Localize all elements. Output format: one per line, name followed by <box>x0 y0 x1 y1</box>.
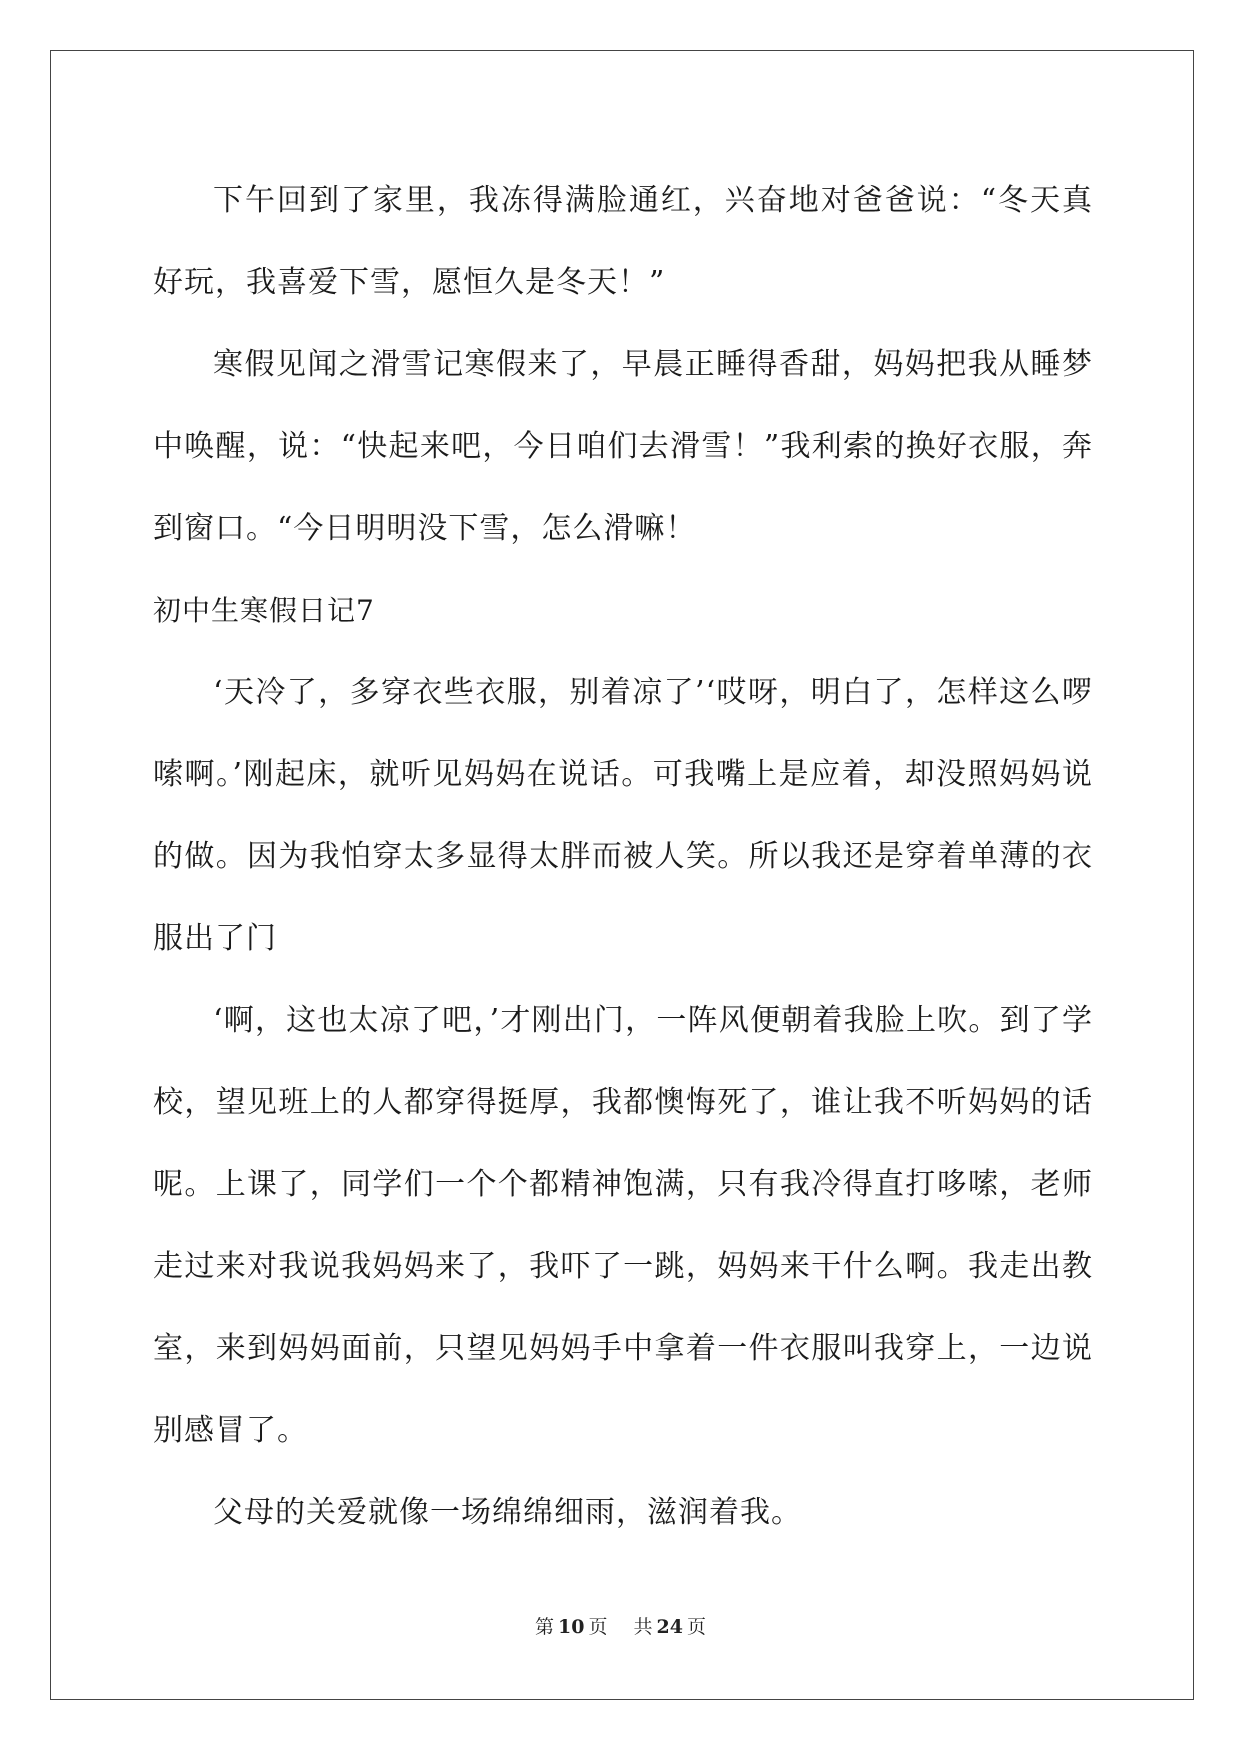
footer-total-suffix: 页 <box>686 1616 706 1638</box>
section-heading: 初中生寒假日记7 <box>153 594 375 627</box>
paragraph: 寒假见闻之滑雪记寒假来了，早晨正睡得香甜，妈妈把我从睡梦中唤醒，说：“快起来吧，今日咱们去滑雪！”我利索的换好衣服，奔到窗口。“今日明明没下雪，怎么滑嘛！ <box>153 347 1093 546</box>
page-footer <box>0 1612 1241 1639</box>
footer-prefix: 第 <box>535 1616 555 1638</box>
paragraph: 父母的关爱就像一场绵绵细雨，滋润着我。 <box>213 1495 802 1530</box>
total-pages-number: 24 <box>656 1616 683 1638</box>
paragraph: ‘天冷了，多穿衣些衣服，别着凉了’‘哎呀，明白了，怎样这么啰嗦啊。’刚起床，就听见妈妈在说话。可我嘴上是应着，却没照妈妈说的做。因为我怕穿太多显得太胖而被人笑。所以我还是穿着单薄的衣服出了门 <box>153 675 1093 956</box>
paragraph: ‘啊，这也太凉了吧，’才刚出门，一阵风便朝着我脸上吹。到了学校，望见班上的人都穿得挺厚，我都懊悔死了，谁让我不听妈妈的话呢。上课了，同学们一个个都精神饱满，只有我冷得直打哆嗦，老师走过来对我说我妈妈来了，我吓了一跳，妈妈来干什么啊。我走出教室，来到妈妈面前，只望见妈妈手中拿着一件衣服叫我穿上，一边说别感冒了。 <box>153 1003 1093 1448</box>
document-body <box>153 160 1093 1554</box>
footer-total-prefix: 共 <box>633 1616 653 1638</box>
footer-page-word: 页 <box>588 1616 608 1638</box>
paragraph: 下午回到了家里，我冻得满脸通红，兴奋地对爸爸说：“冬天真好玩，我喜爱下雪，愿恒久是冬天！” <box>153 183 1093 300</box>
current-page-number: 10 <box>558 1616 585 1638</box>
